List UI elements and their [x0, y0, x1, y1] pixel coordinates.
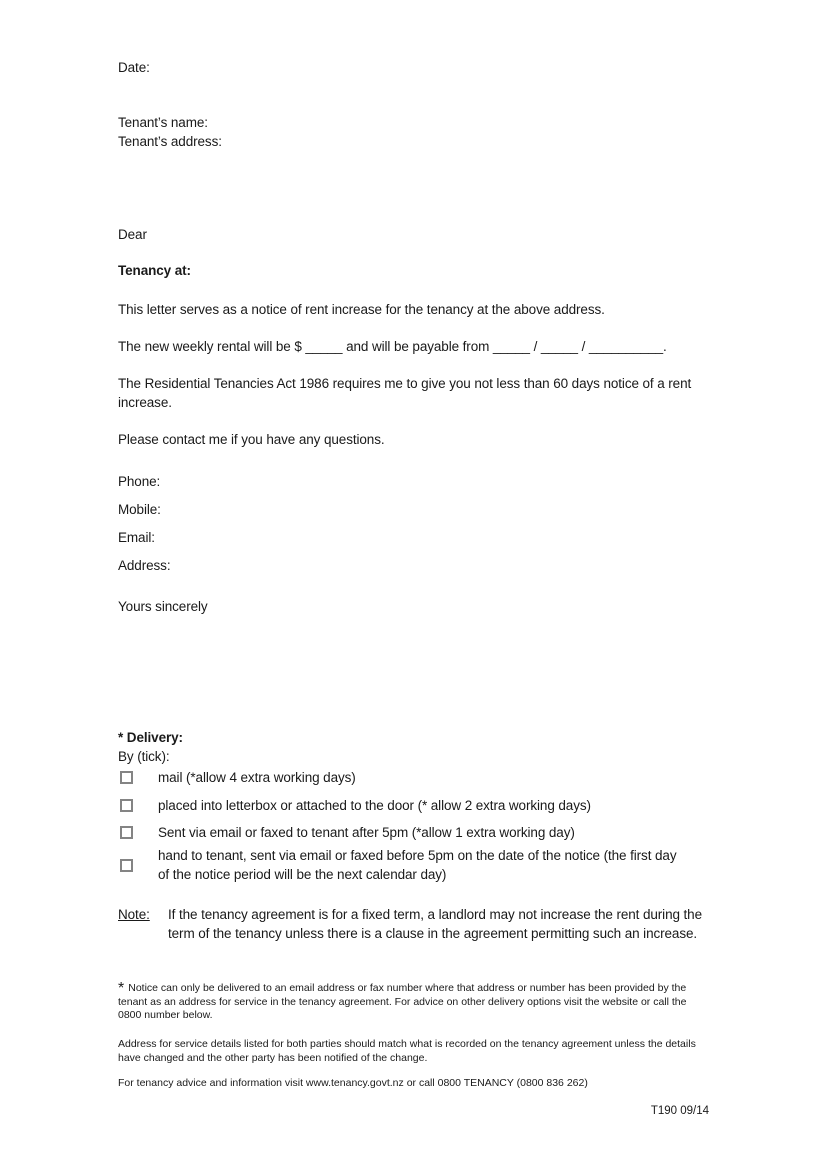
note-text: If the tenancy agreement is for a fixed term, a landlord may not increase the rent during the term of the tenancy unless there is a clause in the agreement permitting such an increase. [168, 907, 702, 941]
delivery-option-email-after-5pm [120, 824, 575, 843]
salutation: Dear [118, 227, 147, 242]
paragraph-act: The Residential Tenancies Act 1986 requires me to give you not less than 60 days notice of a rent increase. [118, 376, 692, 410]
checkbox-email-after-5pm[interactable] [120, 826, 133, 839]
delivery-option-label: Sent via email or faxed to tenant after 5pm (*allow 1 extra working day) [158, 825, 575, 840]
form-code: T190 09/14 [650, 1105, 709, 1117]
footnote-advice-line: For tenancy advice and information visit www.tenancy.govt.nz or call 0800 TENANCY (0800 836 262) [118, 1077, 588, 1089]
delivery-option-mail [120, 769, 356, 788]
checkbox-letterbox[interactable] [120, 799, 133, 812]
delivery-option-label: mail (*allow 4 extra working days) [158, 770, 356, 785]
delivery-option-hand-to-tenant [120, 847, 678, 884]
mobile-label: Mobile: [118, 502, 161, 517]
address-label: Address: [118, 558, 171, 573]
paragraph-contact: Please contact me if you have any questions. [118, 432, 385, 447]
delivery-option-letterbox [120, 797, 591, 816]
date-label: Date: [118, 60, 150, 75]
email-label: Email: [118, 530, 155, 545]
delivery-heading: * Delivery: [118, 730, 183, 745]
note-label: Note: [118, 907, 150, 922]
delivery-subheading: By (tick): [118, 749, 170, 764]
tenant-name-label: Tenant’s name: [118, 115, 208, 130]
checkbox-hand-to-tenant[interactable] [120, 859, 133, 872]
footnote-asterisk-text: Notice can only be delivered to an email address or fax number where that address or number has been provided by the tenant as an address for service in the tenancy agreement. For advice on other delivery options visit the website or call the 0800 number below. [118, 982, 687, 1021]
asterisk-marker: * [118, 980, 125, 997]
note-block [118, 906, 726, 943]
checkbox-mail[interactable] [120, 771, 133, 784]
paragraph-rental-blanks: The new weekly rental will be $ _____ and will be payable from _____ / _____ / __________. [118, 339, 667, 354]
closing: Yours sincerely [118, 599, 208, 614]
phone-label: Phone: [118, 474, 161, 489]
tenant-address-label: Tenant’s address: [118, 133, 222, 149]
tenancy-at-heading: Tenancy at: [118, 263, 191, 278]
paragraph-notice: This letter serves as a notice of rent increase for the tenancy at the above address. [118, 302, 605, 317]
footnote-address-for-service: Address for service details listed for both parties should match what is recorded on the tenancy agreement unless the details have changed and the other party has been notified of the change. [118, 1038, 696, 1064]
delivery-option-label: placed into letterbox or attached to the door (* allow 2 extra working days) [158, 798, 591, 813]
tenant-details [118, 114, 222, 151]
footnote-asterisk [118, 982, 710, 1023]
delivery-option-label: hand to tenant, sent via email or faxed before 5pm on the date of the notice (the first day of the notice period will be the next calendar day) [158, 848, 677, 882]
